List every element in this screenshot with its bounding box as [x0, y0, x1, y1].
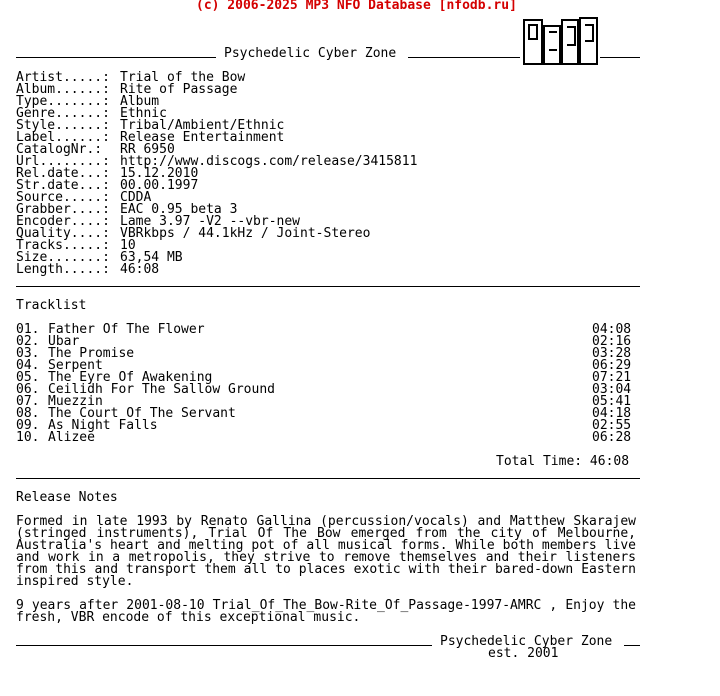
track-title: The Eyre Of Awakening — [48, 370, 213, 385]
info-label: Artist.....: — [16, 70, 110, 85]
track-row — [16, 432, 640, 444]
track-time: 02:16 — [592, 334, 632, 349]
info-row — [16, 264, 159, 276]
info-label: Tracks.....: — [16, 238, 110, 253]
divider — [16, 645, 432, 646]
divider — [624, 645, 640, 646]
track-row — [16, 384, 640, 396]
track-title: Father Of The Flower — [48, 322, 205, 337]
info-label: Album......: — [16, 82, 110, 97]
info-value: Release Entertainment — [120, 130, 285, 145]
info-label: Genre......: — [16, 106, 110, 121]
tracklist-title: Tracklist — [16, 298, 87, 313]
info-value: Lame 3.97 -V2 --vbr-new — [120, 214, 301, 229]
track-row — [16, 420, 640, 432]
info-value: Ethnic — [120, 106, 167, 121]
info-value: 15.12.2010 — [120, 166, 199, 181]
info-value: CDDA — [120, 190, 152, 205]
track-number: 07. — [16, 394, 40, 409]
track-title: The Promise — [48, 346, 135, 361]
site-header: (c) 2006-2025 MP3 NFO Database [nfodb.ru] — [196, 0, 517, 13]
track-time: 02:55 — [592, 418, 632, 433]
info-value: EAC 0.95 beta 3 — [120, 202, 238, 217]
info-label: Rel.date...: — [16, 166, 110, 181]
track-row — [16, 348, 640, 360]
track-number: 03. — [16, 346, 40, 361]
track-title: Ubar — [48, 334, 80, 349]
info-value: RR 6950 — [120, 142, 175, 157]
track-row — [16, 324, 640, 336]
info-label: Encoder....: — [16, 214, 110, 229]
track-time: 05:41 — [592, 394, 632, 409]
info-value: Tribal/Ambient/Ethnic — [120, 118, 285, 133]
group-name: Psychedelic Cyber Zone — [224, 46, 397, 61]
divider — [16, 478, 640, 479]
info-value: http://www.discogs.com/release/3415811 — [120, 154, 418, 169]
info-value: Rite of Passage — [120, 82, 238, 97]
info-label: Grabber....: — [16, 202, 110, 217]
info-label: Quality....: — [16, 226, 110, 241]
track-time: 07:21 — [592, 370, 632, 385]
track-number: 01. — [16, 322, 40, 337]
info-label: Style......: — [16, 118, 110, 133]
track-title: Ceilidh For The Sallow Ground — [48, 382, 275, 397]
info-label: Size.......: — [16, 250, 110, 265]
info-label: CatalogNr.: — [16, 142, 103, 157]
info-label: Type.......: — [16, 94, 110, 109]
track-number: 08. — [16, 406, 40, 421]
footer-est: est. 2001 — [488, 646, 559, 661]
divider — [16, 286, 640, 287]
track-time: 03:28 — [592, 346, 632, 361]
info-label: Label......: — [16, 130, 110, 145]
track-number: 05. — [16, 370, 40, 385]
track-title: As Night Falls — [48, 418, 158, 433]
track-time: 04:18 — [592, 406, 632, 421]
notes-paragraph: Formed in late 1993 by Renato Gallina (percussion/vocals) and Matthew Skarajew (stringed instruments), Trial Of The Bow emerged from the city of Melbourne, Australia's heart and melting pot of all musical forms. While both members live and work in a metropolis, they strive to remove themselves and their listeners from this and transport them all to places exotic with their bared-down Eastern inspired style. — [16, 514, 636, 589]
notes-paragraph: 9 years after 2001-08-10 Trial_Of_The_Bow-Rite_Of_Passage-1997-AMRC , Enjoy the fresh, VBR encode of this exceptional music. — [16, 598, 636, 625]
track-title: Serpent — [48, 358, 103, 373]
track-number: 02. — [16, 334, 40, 349]
track-title: Alizee — [48, 430, 95, 445]
footer-group-name: Psychedelic Cyber Zone — [440, 634, 613, 649]
info-label: Length.....: — [16, 262, 110, 277]
info-value: Album — [120, 94, 160, 109]
info-value: VBRkbps / 44.1kHz / Joint-Stereo — [120, 226, 371, 241]
info-value: 10 — [120, 238, 136, 253]
info-label: Url........: — [16, 154, 110, 169]
info-value: 00.00.1997 — [120, 178, 199, 193]
track-number: 04. — [16, 358, 40, 373]
info-value: 46:08 — [120, 262, 160, 277]
info-value: 63,54 MB — [120, 250, 183, 265]
track-time: 03:04 — [592, 382, 632, 397]
divider — [408, 57, 520, 58]
track-title: The Court Of The Servant — [48, 406, 236, 421]
track-time: 06:29 — [592, 358, 632, 373]
total-time: Total Time: 46:08 — [496, 454, 630, 469]
track-number: 06. — [16, 382, 40, 397]
track-time: 04:08 — [592, 322, 632, 337]
divider — [600, 57, 640, 58]
info-label: Str.date...: — [16, 178, 110, 193]
track-number: 09. — [16, 418, 40, 433]
divider — [16, 57, 216, 58]
track-time: 06:28 — [592, 430, 632, 445]
track-title: Muezzin — [48, 394, 103, 409]
track-number: 10. — [16, 430, 40, 445]
info-value: Trial of the Bow — [120, 70, 246, 85]
pcz-logo-icon — [523, 17, 598, 67]
notes-title: Release Notes — [16, 490, 118, 505]
info-label: Source.....: — [16, 190, 110, 205]
